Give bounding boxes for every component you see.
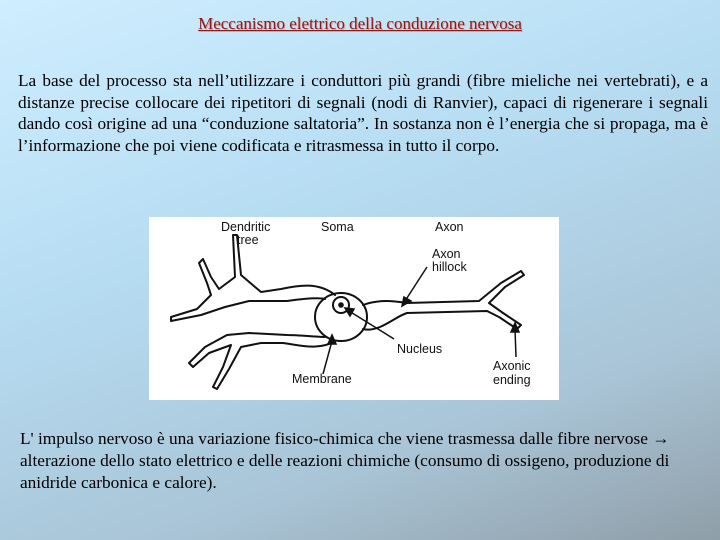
label-arrows xyxy=(323,267,519,374)
slide-title: Meccanismo elettrico della conduzione nervosa xyxy=(198,14,522,33)
neuron-diagram xyxy=(149,217,559,400)
impulse-paragraph: L' impulso nervoso è una variazione fisico-chimica che viene trasmessa dalle fibre nervose → alterazione dello stato elettrico e delle reazioni chimiche (consumo di ossigeno, produzione di anidride carbonica e calore). xyxy=(20,429,670,492)
label-axonic-ending-line2: ending xyxy=(493,373,531,387)
label-membrane: Membrane xyxy=(292,372,352,386)
neuron-diagram-svg xyxy=(149,217,559,400)
label-axon-hillock-line2: hillock xyxy=(432,260,467,274)
intro-paragraph: La base del processo sta nell’utilizzare i conduttori più grandi (fibre mieliche nei vertebrati), e a distanze precise collocare dei ripetitori di segnali (nodi di Ranvier), capaci di rigenerare i segnali dando così origine ad una “conduzione saltatoria”. In sostanza non è l’energia che si propaga, ma è l’informazione che poi viene codificata e ritrasmessa in tutto il corpo. xyxy=(18,71,708,155)
nucleolus-dot xyxy=(338,302,344,308)
label-dendritic-tree-line1: Dendritic xyxy=(221,220,271,234)
label-axon-hillock-line1: Axon xyxy=(432,247,461,261)
label-soma: Soma xyxy=(321,220,354,234)
label-dendritic-tree-line2: tree xyxy=(237,233,259,247)
label-nucleus: Nucleus xyxy=(397,342,443,356)
label-axon: Axon xyxy=(435,220,464,234)
label-axonic-ending-line1: Axonic xyxy=(493,359,531,373)
